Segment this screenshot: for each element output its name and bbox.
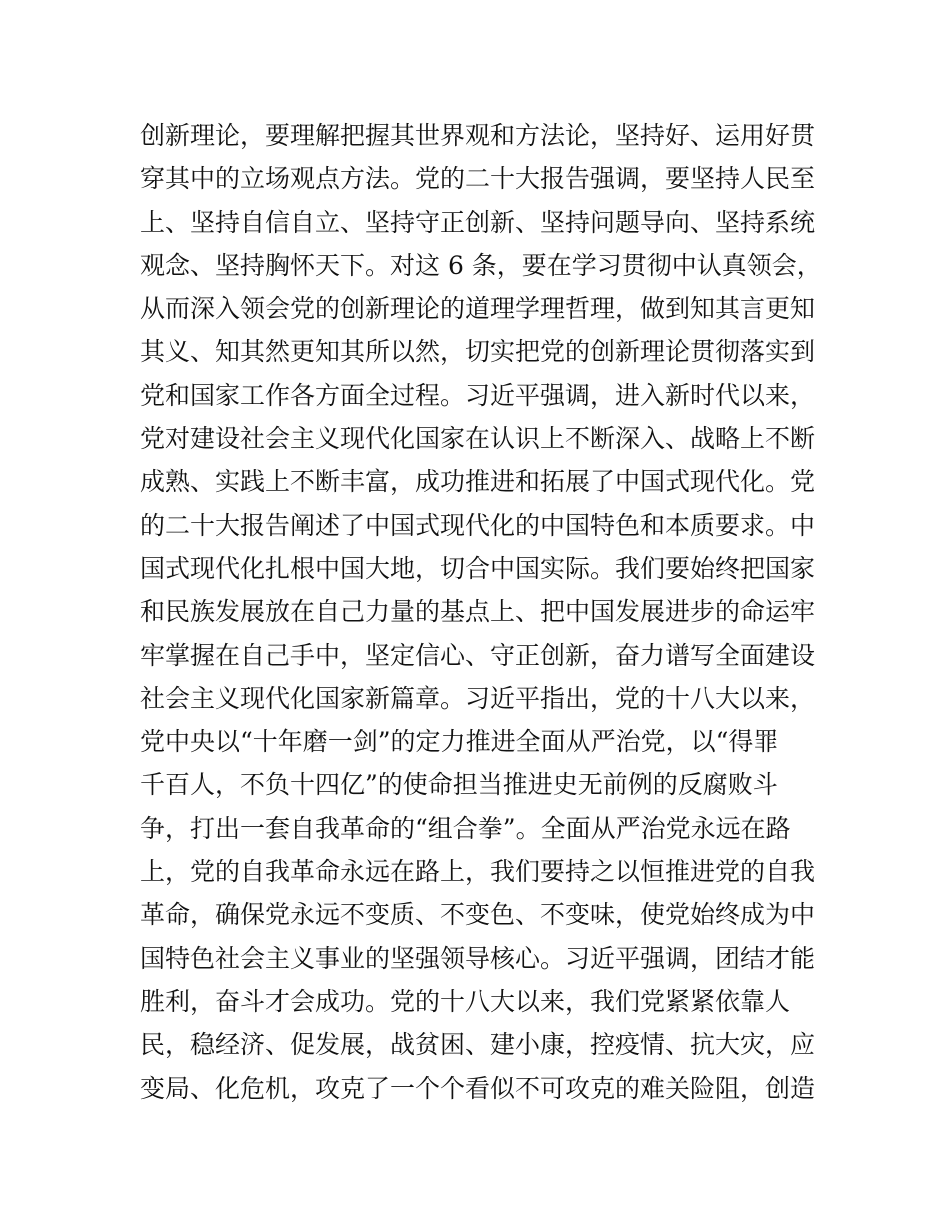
text-line: 革命，确保党永远不变质、不变色、不变味，使党始终成为中	[140, 900, 816, 930]
text-line: 党对建设社会主义现代化国家在认识上不断深入、战略上不断	[140, 424, 816, 454]
text-line: 创新理论，要理解把握其世界观和方法论，坚持好、运用好贯	[140, 121, 816, 150]
text-line: 胜利，奋斗才会成功。党的十八大以来，我们党紧紧依靠人	[140, 986, 791, 1016]
text-line: 和民族发展放在自己力量的基点上、把中国发展进步的命运牢	[140, 597, 816, 627]
text-line: 成熟、实践上不断丰富，成功推进和拓展了中国式现代化。党	[140, 467, 816, 497]
text-line: 上，党的自我革命永远在路上，我们要持之以恒推进党的自我	[140, 857, 816, 887]
text-line: 千百人，不负十四亿”的使命担当推进史无前例的反腐败斗	[140, 770, 778, 800]
text-line: 社会主义现代化国家新篇章。习近平指出，党的十八大以来，	[140, 683, 816, 713]
text-line: 从而深入领会党的创新理论的道理学理哲理，做到知其言更知	[140, 294, 816, 324]
text-line: 争，打出一套自我革命的“组合拳”。全面从严治党永远在路	[140, 813, 791, 843]
text-line: 国特色社会主义事业的坚强领导核心。习近平强调，团结才能	[140, 943, 816, 973]
text-line: 的二十大报告阐述了中国式现代化的中国特色和本质要求。中	[140, 510, 816, 540]
text-line: 党和国家工作各方面全过程。习近平强调，进入新时代以来，	[140, 380, 816, 410]
text-line: 穿其中的立场观点方法。党的二十大报告强调，要坚持人民至	[140, 164, 816, 194]
text-line: 其义、知其然更知其所以然，切实把党的创新理论贯彻落实到	[140, 337, 816, 367]
text-line: 上、坚持自信自立、坚持守正创新、坚持问题导向、坚持系统	[140, 207, 816, 237]
body-text	[140, 114, 820, 1110]
text-line: 国式现代化扎根中国大地，切合中国实际。我们要始终把国家	[140, 553, 816, 583]
text-line: 党中央以“十年磨一剑”的定力推进全面从严治党，以“得罪	[140, 727, 779, 757]
text-line: 观念、坚持胸怀天下。对这 6 条，要在学习贯彻中认真领会，	[140, 250, 822, 280]
text-line: 变局、化危机，攻克了一个个看似不可攻克的难关险阻，创造	[140, 1073, 816, 1103]
text-line: 民，稳经济、促发展，战贫困、建小康，控疫情、抗大灾，应	[140, 1030, 816, 1060]
text-line: 牢掌握在自己手中，坚定信心、守正创新，奋力谱写全面建设	[140, 640, 816, 670]
